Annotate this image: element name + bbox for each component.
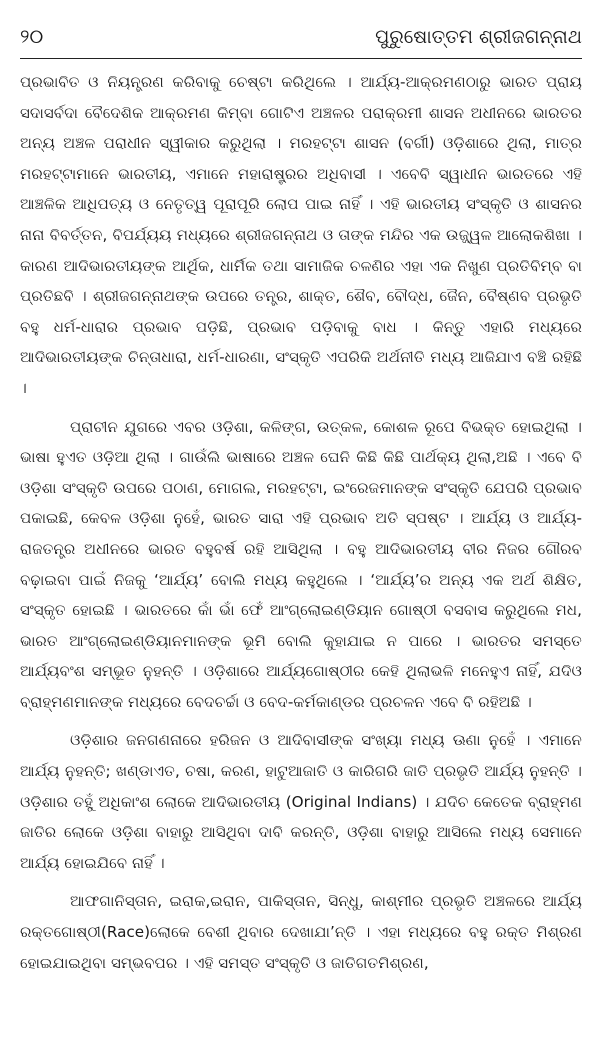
running-title: ପୁରୁଷୋତ୍ତମ ଶ୍ରୀଜଗନ୍ନାଥ xyxy=(375,26,582,48)
paragraph-1: ପ୍ରଭାବିତ ଓ ନିୟନ୍ତ୍ରଣ କରିବାକୁ ଚେଷ୍ଟା କରିଥିଲେ । ଆର୍ଯ୍ୟ-ଆକ୍ରମଣଠାରୁ ଭାରତ ପ୍ରାୟ ସଦାସର୍ବଦା ବୈଦେଶିକ ଆକ୍ରମଣ କିମ୍ବା ଗୋଟିଏ ଅଞ୍ଚଳର ପରାକ୍ରମୀ ଶାସନ ଅଧୀନରେ ଭାରତର ଅନ୍ୟ ଅଞ୍ଚଳ ପରାଧୀନ ସ୍ୱୀକାର କରୁଥିଲା । ମରହଟ୍ଟା ଶାସନ (ବର୍ଗୀ) ଓଡ଼ିଶାରେ ଥିଲା, ମାତ୍ର ମରହଟ୍ଟାମାନେ ଭାରତୀୟ, ଏମାନେ ମହାରାଷ୍ଟ୍ରର ଅଧିବାସୀ । ଏବେବି ସ୍ୱାଧୀନ ଭାରତରେ ଏହି ଆଞ୍ଚଳିକ ଆଧିପତ୍ୟ ଓ ନେତୃତ୍ୱ ପୂରାପୂରି ଲୋପ ପାଇ ନାହିଁ । ଏହି ଭାରତୀୟ ସଂସ୍କୃତି ଓ ଶାସନର ନାନା ବିବର୍ତ୍ତନ, ବିପର୍ଯ୍ୟୟ ମଧ୍ୟରେ ଶ୍ରୀଜଗନ୍ନାଥ ଓ ତାଙ୍କ ମନ୍ଦିର ଏକ ଉଜ୍ଜ୍ୱଳ ଆଲୋକଶିଖା । କାରଣ ଆଦିଭାରତୀୟଙ୍କ ଆର୍ଥିକ, ଧାର୍ମିକ ତଥା ସାମାଜିକ ଚଳଣିର ଏହା ଏକ ନିଖୁଣ ପ୍ରତିବିମ୍ବ ବା ପ୍ରତିଛବି । ଶ୍ରୀଜଗନ୍ନାଥଙ୍କ ଉପରେ ତନ୍ତ୍ର, ଶାକ୍ତ, ଶୈବ, ବୌଦ୍ଧ, ଜୈନ, ବୈଷ୍ଣବ ପ୍ରଭୃତି ବହୁ ଧର୍ମ-ଧାରାର ପ୍ରଭାବ ପଡ଼ିଛି, ପ୍ରଭାବ ପଡ଼ିବାକୁ ବାଧ । କିନ୍ତୁ ଏହାରି ମଧ୍ୟରେ ଆଦିଭାରତୀୟଙ୍କ ଚିନ୍ତାଧାରା, ଧର୍ମ-ଧାରଣା, ସଂସ୍କୃତି ଏପରିକି ଅର୍ଥନୀତି ମଧ୍ୟ ଆଜିଯାଏ ବଞ୍ଚି ରହିଛି । xyxy=(20,73,582,397)
header-rule xyxy=(20,58,582,59)
paragraph-3: ଓଡ଼ିଶାର ଜନଗଣନାରେ ହରିଜନ ଓ ଆଦିବାସୀଙ୍କ ସଂଖ୍ୟା ମଧ୍ୟ ଊଣା ନୁହେଁ । ଏମାନେ ଆର୍ଯ୍ୟ ନୁହନ୍ତି; ଖଣ୍ଡାଏତ, ଚଷା, କରଣ, ହାଟୁଆଜାତି ଓ କାରିଗରି ଜାତି ପ୍ରଭୃତି ଆର୍ଯ୍ୟ ନୁହନ୍ତି । ଓଡ଼ିଶାର ତହୁଁ ଅଧିକାଂଶ ଲୋକେ ଆଦିଭାରତୀୟ (Original Indians) । ଯଦିଚ କେତେକ ବ୍ରାହ୍ମଣ ଜାତିର ଲୋକେ ଓଡ଼ିଶା ବାହାରୁ ଆସିଥିବା ଦାବି କରନ୍ତି, ଓଡ଼ିଶା ବାହାରୁ ଆସିଲେ ମଧ୍ୟ ସେମାନେ ଆର୍ଯ୍ୟ ହୋଇଯିବେ ନାହିଁ । xyxy=(20,731,582,872)
paragraph-2: ପ୍ରାଚୀନ ଯୁଗରେ ଏବର ଓଡ଼ିଶା, କଳିଙ୍ଗ, ଉତ୍କଳ, କୋଶଳ ରୂପେ ବିଭକ୍ତ ହୋଇଥିଲା । ଭାଷା ହୁଏତ ଓଡ଼ିଆ ଥିଲା । ଗାଉଁଲି ଭାଷାରେ ଅଞ୍ଚଳ ଘେନି କିଛି କିଛି ପାର୍ଥକ୍ୟ ଥିଲା,ଅଛି । ଏବେ ବି ଓଡ଼ିଶା ସଂସ୍କୃତି ଉପରେ ପଠାଣ, ମୋଗଲ, ମରହଟ୍ଟା, ଇଂରେଜମାନଙ୍କ ସଂସ୍କୃତି ଯେପରି ପ୍ରଭାବ ପକାଇଛି, କେବଳ ଓଡ଼ିଶା ନୁହେଁ, ଭାରତ ସାରା ଏହି ପ୍ରଭାବ ଅତି ସ୍ପଷ୍ଟ । ଆର୍ଯ୍ୟ ଓ ଆର୍ଯ୍ୟ-ରାଜତନ୍ତ୍ର ଅଧୀନରେ ଭାରତ ବହୁବର୍ଷ ରହି ଆସିଥିଲା । ବହୁ ଆଦିଭାରତୀୟ ବୀର ନିଜର ଗୌରବ ବଢ଼ାଇବା ପାଇଁ ନିଜକୁ ‘ଆର୍ଯ୍ୟ’ ବୋଲି ମଧ୍ୟ କହୁଥିଲେ । ‘ଆର୍ଯ୍ୟ’ର ଅନ୍ୟ ଏକ ଅର୍ଥ ଶିକ୍ଷିତ, ସଂସ୍କୃତ ହୋଇଛି । ଭାରତରେ କାଁ ଭାଁ ଫେଁ ଆଂଗ୍ଲୋଇଣ୍ଡିୟାନ ଗୋଷ୍ଠୀ ବସବାସ କରୁଥିଲେ ମଧ, ଭାରତ ଆଂଗ୍ଲୋଇଣ୍ଡିୟାନମାନଙ୍କ ଭୂମି ବୋଲି କୁହାଯାଇ ନ ପାରେ । ଭାରତର ସମସ୍ତେ ଆର୍ଯ୍ୟବଂଶ ସମ୍ଭୂତ ନୁହନ୍ତି । ଓଡ଼ିଶାରେ ଆର୍ଯ୍ୟଗୋଷ୍ଠୀର କେହି ଥିଲାଭଳି ମନେହୁଏ ନାହିଁ, ଯଦିଓ ବ୍ରାହ୍ମଣମାନଙ୍କ ମଧ୍ୟରେ ବେଦଚର୍ଚ୍ଚା ଓ ବେଦ-କର୍ମକାଣ୍ଡର ପ୍ରଚଳନ ଏବେ ବି ରହିଅଛି । xyxy=(20,417,582,711)
paragraph-4: ଆଫଗାନିସ୍ତାନ, ଇରାକ,ଇରାନ, ପାକିସ୍ତାନ, ସିନ୍ଧୁ, କାଶ୍ମୀର ପ୍ରଭୃତି ଅଞ୍ଚଳରେ ଆର୍ଯ୍ୟ ରକ୍ତଗୋଷ୍ଠୀ(Race)ଲୋକେ ବେଶୀ ଥିବାର ଦେଖାଯା’ନ୍ତି । ଏହା ମଧ୍ୟରେ ବହୁ ରକ୍ତ ମିଶ୍ରଣ ହୋଇଯାଇଥିବା ସମ୍ଭବପର । ଏହି ସମସ୍ତ ସଂସ୍କୃତି ଓ ଜାତିଗତମିଶ୍ରଣ, xyxy=(20,892,582,972)
page-number: ୨୦ xyxy=(20,26,44,48)
running-header xyxy=(20,22,582,52)
body-text xyxy=(20,67,582,978)
